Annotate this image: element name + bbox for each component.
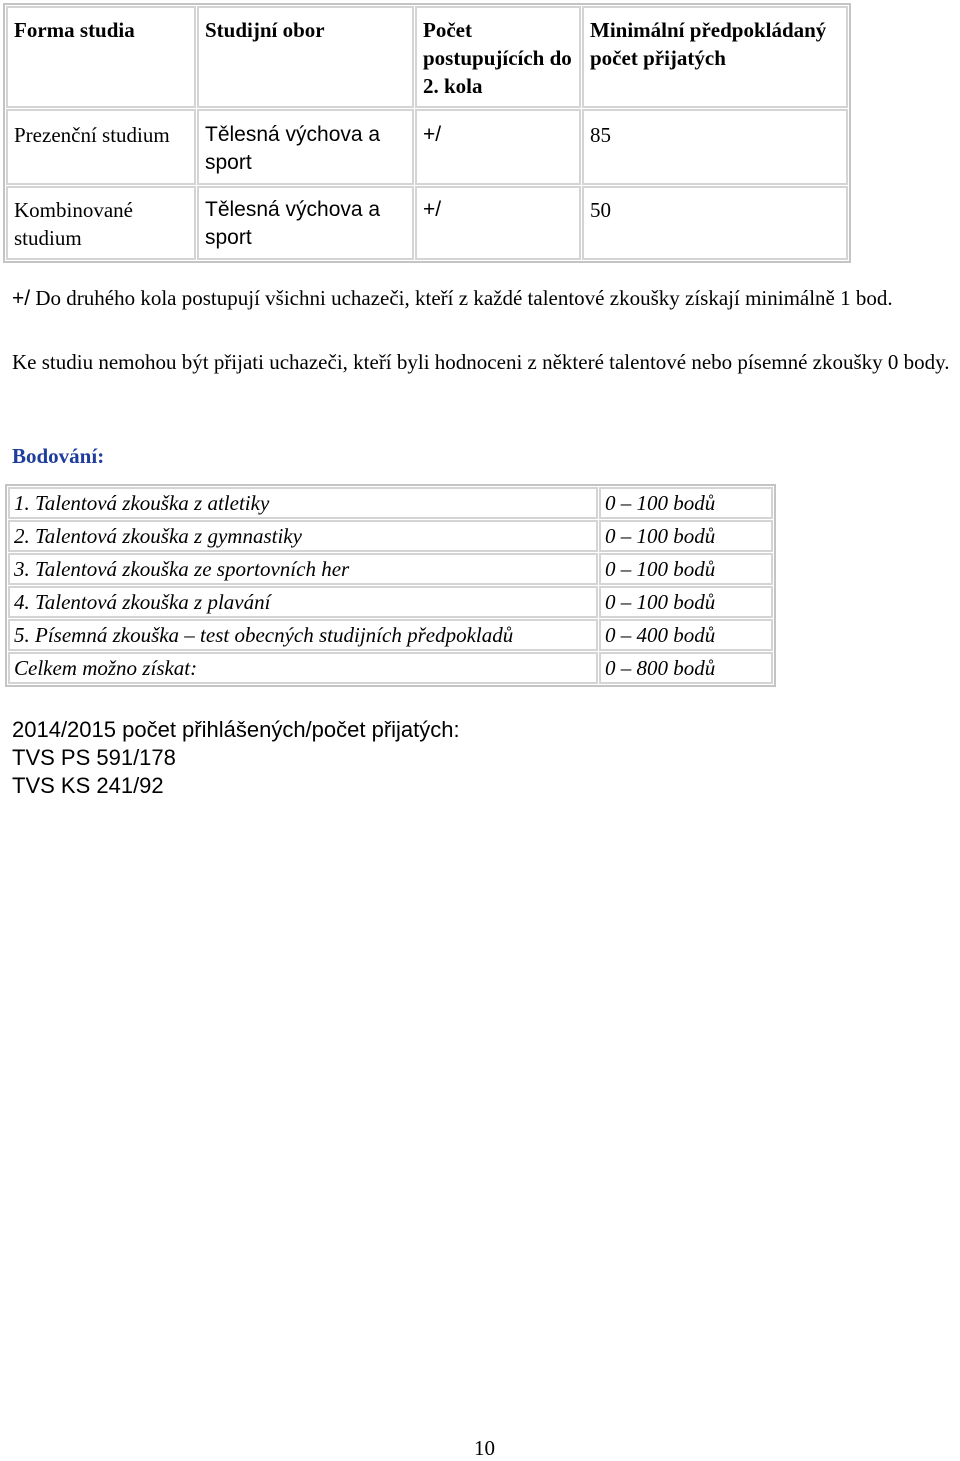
scoring-item-points: 0 – 100 bodů xyxy=(599,520,773,552)
scoring-item-points: 0 – 400 bodů xyxy=(599,619,773,651)
scoring-item-points: 0 – 100 bodů xyxy=(599,487,773,519)
table-row xyxy=(8,652,773,684)
table-row xyxy=(6,186,848,260)
scoring-item-name: 2. Talentová zkouška z gymnastiky xyxy=(8,520,598,552)
cell-pocet: 50 xyxy=(582,186,848,260)
scoring-item-points: 0 – 100 bodů xyxy=(599,586,773,618)
scoring-item-name: 4. Talentová zkouška z plavání xyxy=(8,586,598,618)
scoring-item-points: 0 – 100 bodů xyxy=(599,553,773,585)
note-text: Do druhého kola postupují všichni uchazeči, kteří z každé talentové zkoušky získají minimálně 1 bod. xyxy=(30,286,893,310)
admissions-table xyxy=(3,3,851,263)
page-number: 10 xyxy=(474,1436,495,1460)
rejection-paragraph: Ke studiu nemohou být přijati uchazeči, kteří byli hodnoceni z některé talentové nebo písemné zkoušky 0 body. xyxy=(12,350,950,374)
scoring-total-label: Celkem možno získat: xyxy=(8,652,598,684)
cell-forma: Prezenční studium xyxy=(6,109,196,185)
cell-obor: Tělesná výchova a sport xyxy=(197,109,414,185)
header-minimalni-pocet: Minimální předpokládaný počet přijatých xyxy=(582,6,848,108)
admission-stats xyxy=(12,716,460,800)
stats-line: TVS KS 241/92 xyxy=(12,773,164,798)
table-row xyxy=(6,109,848,185)
scoring-item-name: 1. Talentová zkouška z atletiky xyxy=(8,487,598,519)
scoring-title: Bodování: xyxy=(12,444,105,468)
note-symbol: +/ xyxy=(12,287,31,310)
cell-postup: +/ xyxy=(415,109,581,185)
table-row xyxy=(8,487,773,519)
table-row xyxy=(8,553,773,585)
cell-postup: +/ xyxy=(415,186,581,260)
stats-line: TVS PS 591/178 xyxy=(12,745,176,770)
cell-pocet: 85 xyxy=(582,109,848,185)
header-forma-studia: Forma studia xyxy=(6,6,196,108)
table-row xyxy=(8,619,773,651)
note-paragraph xyxy=(12,284,958,313)
header-pocet-postupujicich: Počet postupujících do 2. kola xyxy=(415,6,581,108)
table-row xyxy=(8,520,773,552)
scoring-item-name: 5. Písemná zkouška – test obecných studijních předpokladů xyxy=(8,619,598,651)
scoring-total-points: 0 – 800 bodů xyxy=(599,652,773,684)
scoring-item-name: 3. Talentová zkouška ze sportovních her xyxy=(8,553,598,585)
table-header-row xyxy=(6,6,848,108)
cell-obor: Tělesná výchova a sport xyxy=(197,186,414,260)
scoring-table xyxy=(5,484,776,687)
stats-heading: 2014/2015 počet přihlášených/počet přijatých: xyxy=(12,717,460,742)
header-studijni-obor: Studijní obor xyxy=(197,6,414,108)
cell-forma: Kombinované studium xyxy=(6,186,196,260)
table-row xyxy=(8,586,773,618)
